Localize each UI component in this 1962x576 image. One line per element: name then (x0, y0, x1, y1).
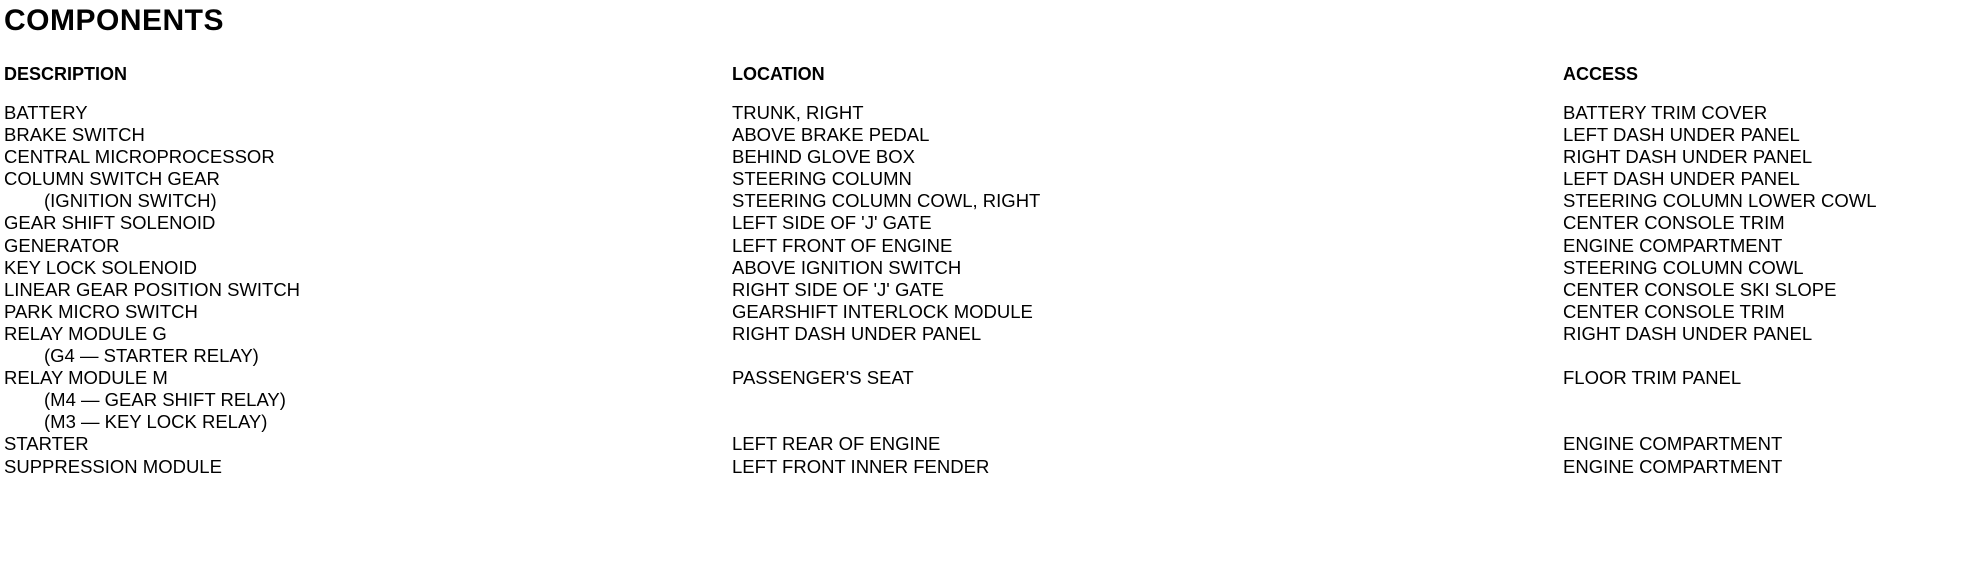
access-cell: CENTER CONSOLE TRIM (1563, 300, 1785, 322)
description-cell: (IGNITION SWITCH) (44, 190, 217, 212)
access-cell: RIGHT DASH UNDER PANEL (1563, 146, 1813, 168)
access-cell: LEFT DASH UNDER PANEL (1563, 168, 1800, 190)
description-cell: STARTER (4, 433, 89, 455)
description-cell: RELAY MODULE M (4, 367, 168, 389)
description-cell: CENTRAL MICROPROCESSOR (4, 146, 275, 168)
location-cell: TRUNK, RIGHT (732, 102, 864, 123)
access-cell: BATTERY TRIM COVER (1563, 102, 1768, 123)
location-cell: LEFT FRONT INNER FENDER (732, 455, 990, 477)
description-cell: GEAR SHIFT SOLENOID (4, 212, 216, 234)
access-cell: STEERING COLUMN COWL (1563, 256, 1804, 278)
access-cell (1563, 389, 1958, 411)
description-cell: BRAKE SWITCH (4, 124, 145, 146)
access-cell: CENTER CONSOLE SKI SLOPE (1563, 278, 1837, 300)
description-cell: (M4 — GEAR SHIFT RELAY) (44, 389, 286, 411)
description-cell: PARK MICRO SWITCH (4, 300, 198, 322)
location-header: LOCATION (732, 64, 825, 84)
location-cell (732, 345, 1532, 367)
location-cell: RIGHT SIDE OF 'J' GATE (732, 278, 944, 300)
description-cell: GENERATOR (4, 234, 120, 256)
description-column (4, 64, 704, 478)
description-cell: (G4 — STARTER RELAY) (44, 345, 259, 367)
access-cell (1563, 345, 1958, 367)
location-cell: GEARSHIFT INTERLOCK MODULE (732, 300, 1033, 322)
description-cell: SUPPRESSION MODULE (4, 455, 222, 477)
description-cell: RELAY MODULE G (4, 322, 167, 344)
access-cell: ENGINE COMPARTMENT (1563, 234, 1783, 256)
location-cell: STEERING COLUMN (732, 168, 912, 190)
description-header: DESCRIPTION (4, 64, 128, 84)
access-header: ACCESS (1563, 64, 1639, 84)
access-column (1563, 64, 1958, 478)
location-cell (732, 411, 1532, 433)
description-cell: KEY LOCK SOLENOID (4, 256, 197, 278)
location-cell: ABOVE BRAKE PEDAL (732, 124, 930, 146)
location-cell: RIGHT DASH UNDER PANEL (732, 322, 982, 344)
access-cell: ENGINE COMPARTMENT (1563, 455, 1783, 477)
description-cell: COLUMN SWITCH GEAR (4, 168, 220, 190)
access-cell: ENGINE COMPARTMENT (1563, 433, 1783, 455)
access-cell (1563, 411, 1958, 433)
access-cell: RIGHT DASH UNDER PANEL (1563, 322, 1813, 344)
access-cell: CENTER CONSOLE TRIM (1563, 212, 1785, 234)
description-cell: (M3 — KEY LOCK RELAY) (44, 411, 268, 433)
access-cell: LEFT DASH UNDER PANEL (1563, 124, 1800, 146)
location-cell: STEERING COLUMN COWL, RIGHT (732, 190, 1041, 212)
location-cell: LEFT FRONT OF ENGINE (732, 234, 953, 256)
location-cell (732, 389, 1532, 411)
location-cell: ABOVE IGNITION SWITCH (732, 256, 962, 278)
location-cell: LEFT SIDE OF 'J' GATE (732, 212, 932, 234)
location-column (732, 64, 1532, 478)
location-cell: LEFT REAR OF ENGINE (732, 433, 941, 455)
location-cell: BEHIND GLOVE BOX (732, 146, 915, 168)
description-cell: LINEAR GEAR POSITION SWITCH (4, 278, 301, 300)
location-cell: PASSENGER'S SEAT (732, 367, 914, 389)
page-title: COMPONENTS (4, 4, 225, 37)
access-cell: STEERING COLUMN LOWER COWL (1563, 190, 1877, 212)
access-cell: FLOOR TRIM PANEL (1563, 367, 1742, 389)
description-cell: BATTERY (4, 102, 88, 123)
